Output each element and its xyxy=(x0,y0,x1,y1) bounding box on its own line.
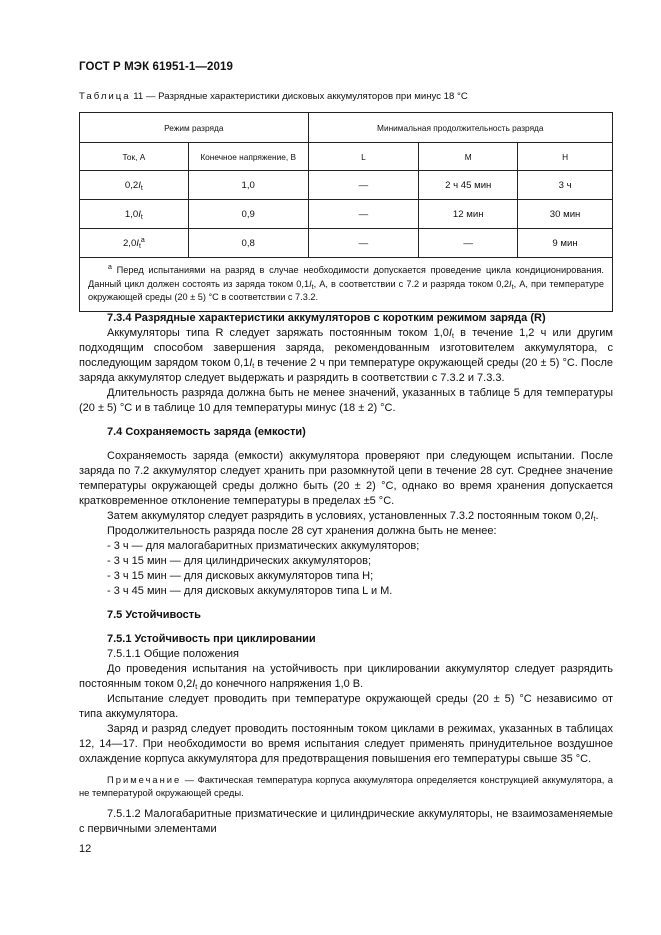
cell-L: — xyxy=(308,229,419,258)
section-7-4-paragraph: Продолжительность разряда после 28 сут хранения должна быть не менее: xyxy=(107,525,497,537)
cell-M: — xyxy=(419,229,518,258)
section-7-5-paragraph: До проведения испытания на устойчивость при циклировании аккумулятор следует разрядить постоянным током $0,2I_t$ до конечного напряжения 1,0 В. xyxy=(79,663,613,691)
section-7-3-4-paragraph: Длительность разряда должна быть не менее значений, указанных в таблице 5 для температуры (20 ± 5) °С и в таблице 10 для температуры минус (18 ± 2) °С. xyxy=(79,387,613,414)
section-7-3-4-paragraph: Аккумуляторы типа R следует заряжать постоянным током $1,0I_t$ в течение 1,2 ч или другим подходящим способом завершения заряда, рекомендованным изготовителем аккумулятора, с последующим зарядом током $0,1I_t$ в течение 2 ч при температуре окружающей среды (20 ± 5) °С. После заряда аккумулятор следует выдержать и разрядить в соответствии с 7.3.2 и 7.3.3. xyxy=(79,327,613,384)
cell-H: 3 ч xyxy=(518,171,613,200)
standard-header: ГОСТ Р МЭК 61951-1—2019 xyxy=(79,61,233,73)
list-item: - 3 ч 15 мин — для цилиндрических аккумуляторов; xyxy=(107,555,372,567)
header-M: M xyxy=(419,143,518,171)
list-item: - 3 ч — для малогабаритных призматических аккумуляторов; xyxy=(107,540,420,552)
section-7-4-paragraph: Затем аккумулятор следует разрядить в условиях, установленных 7.3.2 постоянным током $0,2I_t$. xyxy=(107,510,599,523)
cell-L: — xyxy=(308,171,419,200)
discharge-table xyxy=(79,112,613,312)
cell-current: $0,2I_t$ xyxy=(80,171,189,200)
table-caption xyxy=(79,91,468,102)
header-H: H xyxy=(518,143,613,171)
cell-L: — xyxy=(308,200,419,229)
document-body xyxy=(79,311,613,837)
header-current: Ток, А xyxy=(80,143,189,171)
cell-current: $2,0I_t^a$ xyxy=(80,229,189,258)
section-7-4-title: 7.4 Сохраняемость заряда (емкости) xyxy=(107,426,306,438)
header-L: L xyxy=(308,143,419,171)
section-7-5-1-title: 7.5.1 Устойчивость при циклировании xyxy=(107,633,316,645)
table-row xyxy=(80,200,613,229)
table-caption-word: Таблица xyxy=(79,91,131,102)
section-7-4-paragraph: Сохраняемость заряда (емкости) аккумулятора проверяют при следующем испытании. После заряда по 7.2 аккумулятор следует хранить при разомкнутой цепи в течение 28 сут. Среднее значение температуры окружающей среды должно быть (20 ± 2) °С, однако во время хранения допускается кратковременное отклонение температуры в пределах ±5 °С. xyxy=(79,450,613,507)
cell-current: $1,0I_t$ xyxy=(80,200,189,229)
section-7-5-title: 7.5 Устойчивость xyxy=(107,609,201,621)
section-7-5-1-1-title: 7.5.1.1 Общие положения xyxy=(107,648,239,660)
page-number: 12 xyxy=(79,843,92,855)
cell-voltage: 0,8 xyxy=(188,229,308,258)
section-7-5-1-2-paragraph: 7.5.1.2 Малогабаритные призматические и цилиндрические аккумуляторы, не взаимозаменяемые с первичными элементами xyxy=(79,808,613,835)
table-footnote-row xyxy=(80,258,613,312)
table-caption-text: 11 — Разрядные характеристики дисковых аккумуляторов при минус 18 °C xyxy=(133,91,468,102)
section-7-3-4-title: 7.3.4 Разрядные характеристики аккумуляторов с коротким режимом заряда (R) xyxy=(107,312,546,324)
cell-M: 2 ч 45 мин xyxy=(419,171,518,200)
table-footnote: $^a$ Перед испытаниями на разряд в случае необходимости допускается проведение цикла кондиционирования. Данный цикл должен состоять из заряда током $0,1I_t$, А, в соответствии с 7.2 и разряда током $0,2I_t$, А, при температуре окружающей среды (20 ± 5) °С в соответствии с 7.3.2. xyxy=(80,258,613,312)
cell-H: 30 мин xyxy=(518,200,613,229)
cell-voltage: 0,9 xyxy=(188,200,308,229)
table-row xyxy=(80,229,613,258)
list-item: - 3 ч 15 мин — для дисковых аккумуляторов типа H; xyxy=(107,570,374,582)
cell-H: 9 мин xyxy=(518,229,613,258)
table-row xyxy=(80,171,613,200)
section-7-5-paragraph: Заряд и разряд следует проводить постоянным током циклами в режимах, указанных в таблицах 12, 14—17. При необходимости во время испытания следует применять принудительное воздушное охлаждение корпуса аккумулятора для предотвращения повышения его температуры свыше 35 °С. xyxy=(79,723,613,765)
header-min-duration: Минимальная продолжительность разряда xyxy=(308,113,612,143)
table-header-row xyxy=(80,113,613,143)
section-7-5-paragraph: Испытание следует проводить при температуре окружающей среды (20 ± 5) °С независимо от типа аккумулятора. xyxy=(79,693,613,720)
table-subheader-row xyxy=(80,143,613,171)
list-item: - 3 ч 45 мин — для дисковых аккумуляторов типа L и M. xyxy=(107,585,393,597)
header-discharge-mode: Режим разряда xyxy=(80,113,309,143)
cell-M: 12 мин xyxy=(419,200,518,229)
header-end-voltage: Конечное напряжение, В xyxy=(188,143,308,171)
note: Примечание — Фактическая температура корпуса аккумулятора определяется конструкцией аккумулятора, а не температурой окружающей среды. xyxy=(79,774,613,798)
cell-voltage: 1,0 xyxy=(188,171,308,200)
